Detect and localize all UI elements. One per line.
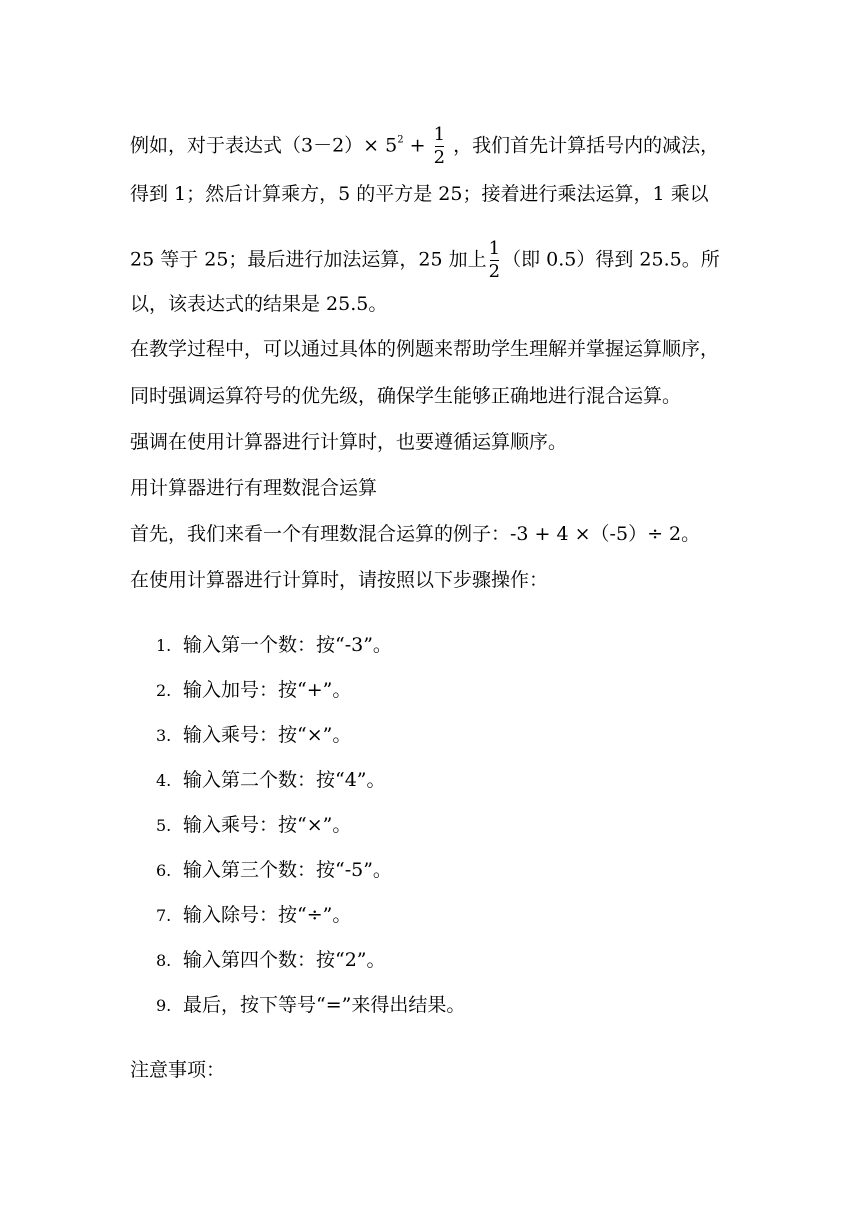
- power-exponent: 2: [397, 134, 404, 146]
- list-item-text: 输入加号：按“+”。: [183, 679, 352, 701]
- para1-line3-suffix: （即 0.5）得到 25.5。所: [502, 248, 720, 271]
- list-item-number: 8.: [156, 951, 172, 970]
- para1-line2: 得到 1；然后计算乘方，5 的平方是 25；接着进行乘法运算，1 乘以: [130, 183, 709, 205]
- para3: 强调在使用计算器进行计算时，也要遵循运算顺序。: [130, 431, 568, 453]
- fraction-numerator: 1: [488, 238, 501, 259]
- list-item-number: 5.: [156, 816, 172, 835]
- list-item-number: 4.: [156, 771, 172, 790]
- plus-sign: +: [409, 134, 426, 157]
- list-item-text: 输入第二个数：按“4”。: [183, 769, 386, 791]
- para1-line1-prefix: 例如，对于表达式（3－2）×: [130, 134, 380, 157]
- list-item-text: 输入第一个数：按“-3”。: [183, 634, 392, 656]
- fraction-denominator: 2: [433, 147, 446, 168]
- list-item-number: 9.: [156, 996, 172, 1015]
- para1-line1: [130, 124, 719, 169]
- list-item-text: 最后，按下等号“=”来得出结果。: [183, 994, 466, 1016]
- list-item-number: 2.: [156, 681, 172, 700]
- fraction-one-half-2: [489, 238, 500, 283]
- para4-line1: 首先，我们来看一个有理数混合运算的例子：-3 + 4 ×（-5）÷ 2。: [130, 523, 701, 545]
- list-item-number: 3.: [156, 726, 172, 745]
- section-heading: 用计算器进行有理数混合运算: [130, 477, 378, 499]
- para1-line4: 以，该表达式的结果是 25.5。: [130, 293, 388, 315]
- list-item-text: 输入乘号：按“×”。: [183, 724, 352, 746]
- notes-heading: 注意事项：: [130, 1059, 226, 1081]
- list-item-number: 7.: [156, 906, 172, 925]
- list-item-text: 输入乘号：按“×”。: [183, 814, 352, 836]
- para1-line3: [130, 238, 720, 283]
- fraction-denominator: 2: [488, 261, 501, 282]
- para2-line1: 在教学过程中，可以通过具体的例题来帮助学生理解并掌握运算顺序，: [130, 338, 720, 360]
- list-item-text: 输入第三个数：按“-5”。: [183, 859, 392, 881]
- list-item-number: 1.: [156, 636, 172, 655]
- para2-line2: 同时强调运算符号的优先级，确保学生能够正确地进行混合运算。: [130, 385, 682, 407]
- fraction-one-half: [434, 124, 445, 169]
- fraction-numerator: 1: [433, 124, 446, 145]
- para1-line3-prefix: 25 等于 25；最后进行加法运算，25 加上: [130, 248, 487, 271]
- list-item-number: 6.: [156, 861, 172, 880]
- power-base: 5: [385, 134, 398, 157]
- para4-line2: 在使用计算器进行计算时，请按照以下步骤操作：: [130, 569, 549, 591]
- para1-line1-suffix: ，我们首先计算括号内的减法，: [453, 134, 720, 157]
- list-item-text: 输入除号：按“÷”。: [183, 904, 352, 926]
- list-item-text: 输入第四个数：按“2”。: [183, 949, 386, 971]
